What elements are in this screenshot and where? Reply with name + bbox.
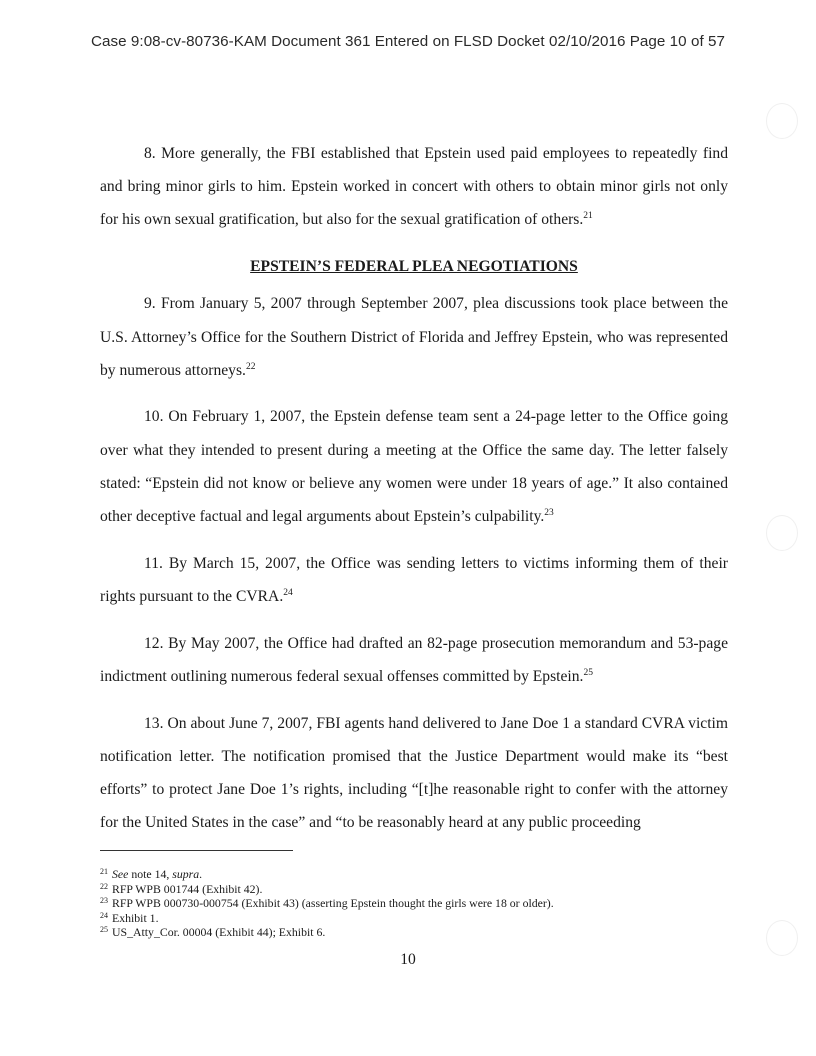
paragraph-9: 9. From January 5, 2007 through September 2007, plea discussions took place between the U.S. Attorney’s Office for the Southern District of Florida and Jeffrey Epstein, who was represented by numerous attorneys.$^{22}$	[100, 295, 728, 379]
punch-hole-mark	[766, 103, 798, 139]
paragraph-10: 10. On February 1, 2007, the Epstein defense team sent a 24-page letter to the Office going over what they intended to present during a meeting at the Office the same day. The letter falsely stated: “Epstein did not know or believe any women were under 18 years of age.” It also contained other deceptive factual and legal arguments about Epstein’s culpability.$^{23}$	[100, 408, 728, 526]
footnotes	[100, 867, 740, 940]
footnote-ref: 25	[583, 667, 593, 678]
docket-header: Case 9:08-cv-80736-KAM Document 361 Entered on FLSD Docket 02/10/2016 Page 10 of 57	[91, 33, 725, 50]
footnote-divider	[100, 850, 293, 851]
footnote-22: $^{22}$ RFP WPB 001744 (Exhibit 42).	[100, 881, 263, 896]
footnote-25: $^{25}$ US_Atty_Cor. 00004 (Exhibit 44); Exhibit 6.	[100, 925, 326, 940]
footnote-21: $^{21}$ See note 14, supra.	[100, 867, 203, 881]
paragraph-8: 8. More generally, the FBI established that Epstein used paid employees to repeatedly find and bring minor girls to him. Epstein worked in concert with others to obtain minor girls not only for his own sexual gratification, but also for the sexual gratification of others.$^{21}$	[100, 145, 728, 229]
section-heading: EPSTEIN’S FEDERAL PLEA NEGOTIATIONS	[250, 258, 578, 276]
body-text	[100, 137, 728, 853]
paragraph-13: 13. On about June 7, 2007, FBI agents hand delivered to Jane Doe 1 a standard CVRA victim notification letter. The notification promised that the Justice Department would make its “best efforts” to protect Jane Doe 1’s rights, including “[t]he reasonable right to confer with the attorney for the United States in the case” and “to be reasonably heard at any public proceeding	[100, 714, 728, 832]
footnote-ref: 23	[544, 508, 554, 519]
paragraph-12: 12. By May 2007, the Office had drafted an 82-page prosecution memorandum and 53-page indictment outlining numerous federal sexual offenses committed by Epstein.$^{25}$	[100, 634, 728, 685]
footnote-ref: 22	[245, 361, 256, 372]
paragraph-11: 11. By March 15, 2007, the Office was sending letters to victims informing them of their rights pursuant to the CVRA.$^{24}$	[100, 554, 728, 605]
footnote-24: $^{24}$ Exhibit 1.	[100, 910, 159, 925]
footnote-ref: 21	[583, 211, 593, 222]
footnote-ref: 24	[283, 587, 293, 598]
page-number: 10	[400, 951, 416, 968]
footnote-23: $^{23}$ RFP WPB 000730-000754 (Exhibit 43) (asserting Epstein thought the girls were 18 or older).	[100, 896, 554, 911]
punch-hole-mark	[766, 515, 798, 551]
